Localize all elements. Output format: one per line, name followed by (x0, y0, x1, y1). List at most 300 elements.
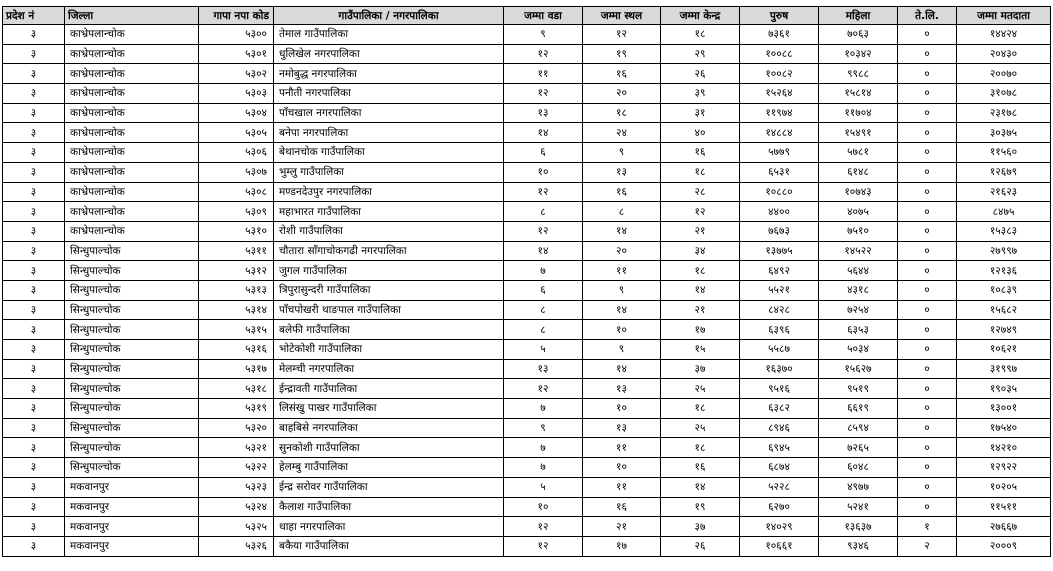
cell-female: ५२४१ (819, 497, 898, 517)
cell-centers: २८ (661, 182, 740, 202)
cell-municipality: जुगल गाउँपालिका (274, 261, 504, 281)
cell-locations: ९ (583, 280, 661, 300)
cell-female: ६६१९ (819, 399, 898, 419)
cell-total: १७५४० (957, 418, 1051, 438)
cell-locations: १४ (583, 300, 661, 320)
cell-other: ० (898, 143, 957, 163)
cell-female: ५७८१ (819, 143, 898, 163)
cell-province: ३ (3, 300, 65, 320)
cell-male: ६३८२ (740, 399, 819, 419)
cell-wards: ११ (504, 64, 583, 84)
cell-wards: १२ (504, 221, 583, 241)
cell-province: ३ (3, 261, 65, 281)
cell-centers: २१ (661, 221, 740, 241)
cell-province: ३ (3, 182, 65, 202)
cell-province: ३ (3, 359, 65, 379)
header-female: महिला (819, 7, 898, 25)
cell-district: सिन्धुपाल्चोक (65, 261, 199, 281)
table-row (3, 418, 1051, 438)
cell-total: १०८३९ (957, 280, 1051, 300)
cell-code: ५३०४ (199, 103, 274, 123)
cell-centers: ३९ (661, 84, 740, 104)
cell-province: ३ (3, 280, 65, 300)
header-total: जम्मा मतदाता (957, 7, 1051, 25)
cell-female: ११७०४ (819, 103, 898, 123)
cell-wards: ८ (504, 202, 583, 222)
cell-other: ० (898, 458, 957, 478)
cell-municipality: तेमाल गाउँपालिका (274, 25, 504, 45)
header-district: जिल्ला (65, 7, 199, 25)
cell-code: ५३२० (199, 418, 274, 438)
cell-municipality: सुनकोशी गाउँपालिका (274, 438, 504, 458)
cell-municipality: हेलम्बु गाउँपालिका (274, 458, 504, 478)
cell-total: १०६२१ (957, 340, 1051, 360)
cell-other: ० (898, 399, 957, 419)
cell-wards: ९ (504, 25, 583, 45)
cell-municipality: थाहा नगरपालिका (274, 517, 504, 537)
cell-locations: १६ (583, 64, 661, 84)
cell-code: ५३१३ (199, 280, 274, 300)
cell-municipality: पनौती नगरपालिका (274, 84, 504, 104)
cell-total: १५३८३ (957, 221, 1051, 241)
header-wards: जम्मा वडा (504, 7, 583, 25)
cell-municipality: भुम्लु गाउँपालिका (274, 162, 504, 182)
cell-centers: १५ (661, 340, 740, 360)
cell-wards: ९ (504, 418, 583, 438)
cell-other: ० (898, 123, 957, 143)
cell-district: काभ्रेपलान्चोक (65, 44, 199, 64)
cell-total: १२१३६ (957, 261, 1051, 281)
cell-code: ५३२४ (199, 497, 274, 517)
cell-province: ३ (3, 379, 65, 399)
cell-code: ५३०५ (199, 123, 274, 143)
cell-municipality: रोशी गाउँपालिका (274, 221, 504, 241)
cell-locations: २४ (583, 123, 661, 143)
cell-district: सिन्धुपाल्चोक (65, 399, 199, 419)
cell-male: ५२२८ (740, 477, 819, 497)
cell-locations: ११ (583, 477, 661, 497)
cell-district: सिन्धुपाल्चोक (65, 241, 199, 261)
cell-centers: १४ (661, 280, 740, 300)
cell-code: ५३२५ (199, 517, 274, 537)
table-row (3, 64, 1051, 84)
cell-total: १४४२४ (957, 25, 1051, 45)
cell-centers: १६ (661, 458, 740, 478)
cell-wards: ७ (504, 261, 583, 281)
cell-male: ९५१६ (740, 379, 819, 399)
header-other: ते.लि. (898, 7, 957, 25)
cell-municipality: मेलम्ची नगरपालिका (274, 359, 504, 379)
table-row (3, 44, 1051, 64)
table-row (3, 261, 1051, 281)
cell-total: २०००९ (957, 536, 1051, 556)
cell-male: ६८७४ (740, 458, 819, 478)
cell-total: १४२१० (957, 438, 1051, 458)
cell-code: ५३१४ (199, 300, 274, 320)
cell-centers: २५ (661, 418, 740, 438)
cell-district: सिन्धुपाल्चोक (65, 359, 199, 379)
cell-female: ७२५४ (819, 300, 898, 320)
cell-municipality: पाँचपोखरी थाङपाल गाउँपालिका (274, 300, 504, 320)
cell-female: १४५२२ (819, 241, 898, 261)
cell-centers: १७ (661, 320, 740, 340)
cell-male: ६५३१ (740, 162, 819, 182)
cell-province: ३ (3, 202, 65, 222)
cell-female: ९५१९ (819, 379, 898, 399)
cell-municipality: बलेफी गाउँपालिका (274, 320, 504, 340)
cell-locations: १० (583, 458, 661, 478)
cell-other: १ (898, 517, 957, 537)
cell-municipality: लिसंखु पाखर गाउँपालिका (274, 399, 504, 419)
voter-statistics-table (2, 6, 1051, 557)
cell-province: ३ (3, 241, 65, 261)
cell-province: ३ (3, 25, 65, 45)
cell-code: ५३२६ (199, 536, 274, 556)
cell-province: ३ (3, 320, 65, 340)
cell-municipality: भोटेकोशी गाउँपालिका (274, 340, 504, 360)
cell-other: ० (898, 418, 957, 438)
cell-province: ३ (3, 221, 65, 241)
table-row (3, 340, 1051, 360)
cell-other: ० (898, 103, 957, 123)
cell-other: ० (898, 44, 957, 64)
cell-wards: ७ (504, 399, 583, 419)
cell-centers: १४ (661, 477, 740, 497)
cell-centers: २६ (661, 64, 740, 84)
table-row (3, 477, 1051, 497)
cell-district: मकवानपुर (65, 517, 199, 537)
cell-total: १२६७९ (957, 162, 1051, 182)
cell-total: ३१०७८ (957, 84, 1051, 104)
cell-female: १५६२७ (819, 359, 898, 379)
header-locations: जम्मा स्थल (583, 7, 661, 25)
cell-male: ८९४६ (740, 418, 819, 438)
cell-other: ० (898, 162, 957, 182)
cell-centers: १८ (661, 25, 740, 45)
cell-female: १०३४२ (819, 44, 898, 64)
cell-municipality: धुलिखेल नगरपालिका (274, 44, 504, 64)
table-row (3, 241, 1051, 261)
cell-locations: ११ (583, 261, 661, 281)
cell-province: ३ (3, 44, 65, 64)
cell-male: ६३९६ (740, 320, 819, 340)
cell-municipality: मण्डनदेउपुर नगरपालिका (274, 182, 504, 202)
cell-total: १२९२२ (957, 458, 1051, 478)
cell-wards: ७ (504, 458, 583, 478)
cell-male: ११९७४ (740, 103, 819, 123)
cell-wards: १२ (504, 536, 583, 556)
cell-total: २७६६७ (957, 517, 1051, 537)
cell-centers: १८ (661, 399, 740, 419)
table-row (3, 497, 1051, 517)
cell-province: ३ (3, 64, 65, 84)
table-row (3, 320, 1051, 340)
cell-wards: १२ (504, 44, 583, 64)
cell-centers: १६ (661, 143, 740, 163)
cell-municipality: बेथानचोक गाउँपालिका (274, 143, 504, 163)
cell-province: ३ (3, 497, 65, 517)
cell-male: १००८८ (740, 44, 819, 64)
cell-female: १०७४३ (819, 182, 898, 202)
cell-centers: २५ (661, 379, 740, 399)
cell-total: १०२०५ (957, 477, 1051, 497)
table-row (3, 221, 1051, 241)
cell-wards: १३ (504, 359, 583, 379)
cell-district: सिन्धुपाल्चोक (65, 458, 199, 478)
cell-wards: ५ (504, 477, 583, 497)
cell-province: ३ (3, 143, 65, 163)
cell-locations: ९ (583, 143, 661, 163)
cell-district: सिन्धुपाल्चोक (65, 320, 199, 340)
table-body (3, 25, 1051, 557)
cell-district: काभ्रेपलान्चोक (65, 84, 199, 104)
cell-other: ० (898, 477, 957, 497)
cell-male: १४०२९ (740, 517, 819, 537)
cell-code: ५३०१ (199, 44, 274, 64)
cell-centers: ४० (661, 123, 740, 143)
cell-province: ३ (3, 399, 65, 419)
table-row (3, 517, 1051, 537)
cell-male: ५५२१ (740, 280, 819, 300)
cell-municipality: कैलाश गाउँपालिका (274, 497, 504, 517)
cell-province: ३ (3, 517, 65, 537)
cell-district: काभ्रेपलान्चोक (65, 202, 199, 222)
header-centers: जम्मा केन्द्र (661, 7, 740, 25)
cell-total: १५६८२ (957, 300, 1051, 320)
cell-locations: ८ (583, 202, 661, 222)
cell-code: ५३०९ (199, 202, 274, 222)
cell-district: सिन्धुपाल्चोक (65, 438, 199, 458)
cell-female: ५०३४ (819, 340, 898, 360)
cell-male: १३७७५ (740, 241, 819, 261)
cell-other: ० (898, 438, 957, 458)
cell-other: ० (898, 280, 957, 300)
cell-province: ३ (3, 477, 65, 497)
cell-locations: २१ (583, 517, 661, 537)
cell-locations: १७ (583, 536, 661, 556)
cell-male: ७३६१ (740, 25, 819, 45)
cell-total: १३००१ (957, 399, 1051, 419)
table-header-row (3, 7, 1051, 25)
cell-locations: ९ (583, 340, 661, 360)
cell-municipality: पाँचखाल नगरपालिका (274, 103, 504, 123)
cell-total: १२७४९ (957, 320, 1051, 340)
cell-wards: ७ (504, 438, 583, 458)
cell-wards: १२ (504, 379, 583, 399)
cell-male: ६२७० (740, 497, 819, 517)
cell-municipality: महाभारत गाउँपालिका (274, 202, 504, 222)
cell-locations: १६ (583, 497, 661, 517)
cell-province: ३ (3, 340, 65, 360)
cell-centers: १८ (661, 438, 740, 458)
cell-district: सिन्धुपाल्चोक (65, 280, 199, 300)
cell-municipality: ईन्द्रावती गाउँपालिका (274, 379, 504, 399)
cell-district: काभ्रेपलान्चोक (65, 143, 199, 163)
table-row (3, 280, 1051, 300)
cell-centers: १८ (661, 162, 740, 182)
cell-wards: ८ (504, 320, 583, 340)
cell-female: १५८१४ (819, 84, 898, 104)
cell-wards: १३ (504, 103, 583, 123)
cell-female: १५४९१ (819, 123, 898, 143)
cell-code: ५३२२ (199, 458, 274, 478)
cell-total: ८४७५ (957, 202, 1051, 222)
cell-wards: ६ (504, 143, 583, 163)
header-province: प्रदेश नं (3, 7, 65, 25)
table-row (3, 300, 1051, 320)
cell-locations: १० (583, 320, 661, 340)
cell-female: ४०७५ (819, 202, 898, 222)
cell-male: ६९४५ (740, 438, 819, 458)
cell-district: काभ्रेपलान्चोक (65, 64, 199, 84)
cell-total: ११५११ (957, 497, 1051, 517)
cell-wards: १० (504, 162, 583, 182)
table-row (3, 25, 1051, 45)
cell-province: ३ (3, 123, 65, 143)
cell-code: ५३०७ (199, 162, 274, 182)
cell-province: ३ (3, 418, 65, 438)
table-row (3, 379, 1051, 399)
cell-wards: १० (504, 497, 583, 517)
cell-municipality: ईन्द्र सरोवर गाउँपालिका (274, 477, 504, 497)
cell-wards: १२ (504, 84, 583, 104)
cell-centers: २९ (661, 44, 740, 64)
cell-province: ३ (3, 84, 65, 104)
cell-male: ५७७९ (740, 143, 819, 163)
cell-locations: २० (583, 84, 661, 104)
cell-wards: १२ (504, 517, 583, 537)
table-row (3, 162, 1051, 182)
cell-code: ५३२३ (199, 477, 274, 497)
header-male: पुरुष (740, 7, 819, 25)
cell-male: १५२६४ (740, 84, 819, 104)
cell-total: २०४३० (957, 44, 1051, 64)
cell-locations: १३ (583, 162, 661, 182)
cell-other: ० (898, 340, 957, 360)
cell-code: ५३१२ (199, 261, 274, 281)
cell-municipality: बाहबिसे नगरपालिका (274, 418, 504, 438)
cell-municipality: चौतारा साँगाचोकगढी नगरपालिका (274, 241, 504, 261)
cell-female: ६०४८ (819, 458, 898, 478)
cell-district: मकवानपुर (65, 477, 199, 497)
cell-locations: ११ (583, 438, 661, 458)
cell-locations: १४ (583, 221, 661, 241)
cell-province: ३ (3, 536, 65, 556)
cell-wards: ५ (504, 340, 583, 360)
cell-male: १००८२ (740, 64, 819, 84)
cell-province: ३ (3, 458, 65, 478)
cell-centers: ३७ (661, 359, 740, 379)
table-row (3, 359, 1051, 379)
cell-district: काभ्रेपलान्चोक (65, 25, 199, 45)
cell-total: २१६२३ (957, 182, 1051, 202)
cell-other: ० (898, 64, 957, 84)
cell-centers: १९ (661, 497, 740, 517)
cell-female: ९९८८ (819, 64, 898, 84)
cell-district: काभ्रेपलान्चोक (65, 221, 199, 241)
cell-district: काभ्रेपलान्चोक (65, 162, 199, 182)
cell-municipality: बकैया गाउँपालिका (274, 536, 504, 556)
cell-other: ० (898, 182, 957, 202)
cell-other: ० (898, 300, 957, 320)
cell-other: ० (898, 359, 957, 379)
cell-wards: १२ (504, 182, 583, 202)
cell-female: ६१४८ (819, 162, 898, 182)
cell-locations: १४ (583, 359, 661, 379)
cell-centers: १२ (661, 202, 740, 222)
cell-centers: ३७ (661, 517, 740, 537)
cell-district: मकवानपुर (65, 536, 199, 556)
cell-district: काभ्रेपलान्चोक (65, 182, 199, 202)
cell-other: ० (898, 379, 957, 399)
cell-code: ५३२१ (199, 438, 274, 458)
cell-female: ४९७७ (819, 477, 898, 497)
table-row (3, 84, 1051, 104)
cell-locations: १२ (583, 25, 661, 45)
cell-other: ० (898, 261, 957, 281)
cell-municipality: बनेपा नगरपालिका (274, 123, 504, 143)
cell-female: ६३५३ (819, 320, 898, 340)
table-row (3, 399, 1051, 419)
cell-code: ५३१६ (199, 340, 274, 360)
cell-male: ५५८७ (740, 340, 819, 360)
cell-locations: १९ (583, 44, 661, 64)
cell-code: ५३०० (199, 25, 274, 45)
cell-locations: १६ (583, 182, 661, 202)
cell-male: १६३७० (740, 359, 819, 379)
cell-female: ५६४४ (819, 261, 898, 281)
cell-female: ८५९४ (819, 418, 898, 438)
cell-locations: १८ (583, 103, 661, 123)
cell-province: ३ (3, 103, 65, 123)
cell-district: सिन्धुपाल्चोक (65, 340, 199, 360)
cell-locations: १३ (583, 418, 661, 438)
cell-other: ० (898, 241, 957, 261)
table-row (3, 103, 1051, 123)
cell-centers: २१ (661, 300, 740, 320)
cell-wards: ८ (504, 300, 583, 320)
cell-district: सिन्धुपाल्चोक (65, 379, 199, 399)
cell-code: ५३०८ (199, 182, 274, 202)
cell-code: ५३१० (199, 221, 274, 241)
cell-female: ४३१८ (819, 280, 898, 300)
cell-male: ४४०० (740, 202, 819, 222)
cell-female: ७५१० (819, 221, 898, 241)
cell-total: २००७० (957, 64, 1051, 84)
cell-district: सिन्धुपाल्चोक (65, 418, 199, 438)
cell-total: ३०३७५ (957, 123, 1051, 143)
header-code: गापा नपा कोड (199, 7, 274, 25)
voter-table-container (2, 6, 1050, 557)
table-row (3, 536, 1051, 556)
cell-total: ३१९९७ (957, 359, 1051, 379)
cell-female: ९३४६ (819, 536, 898, 556)
cell-male: १०८८० (740, 182, 819, 202)
cell-female: १३६३७ (819, 517, 898, 537)
cell-municipality: नमोबुद्ध नगरपालिका (274, 64, 504, 84)
cell-province: ३ (3, 438, 65, 458)
cell-other: ० (898, 320, 957, 340)
cell-centers: २६ (661, 536, 740, 556)
cell-other: ० (898, 25, 957, 45)
cell-district: काभ्रेपलान्चोक (65, 123, 199, 143)
cell-centers: ३४ (661, 241, 740, 261)
cell-female: ७०६३ (819, 25, 898, 45)
table-row (3, 123, 1051, 143)
cell-male: १०६६१ (740, 536, 819, 556)
cell-other: ० (898, 497, 957, 517)
cell-wards: १४ (504, 123, 583, 143)
